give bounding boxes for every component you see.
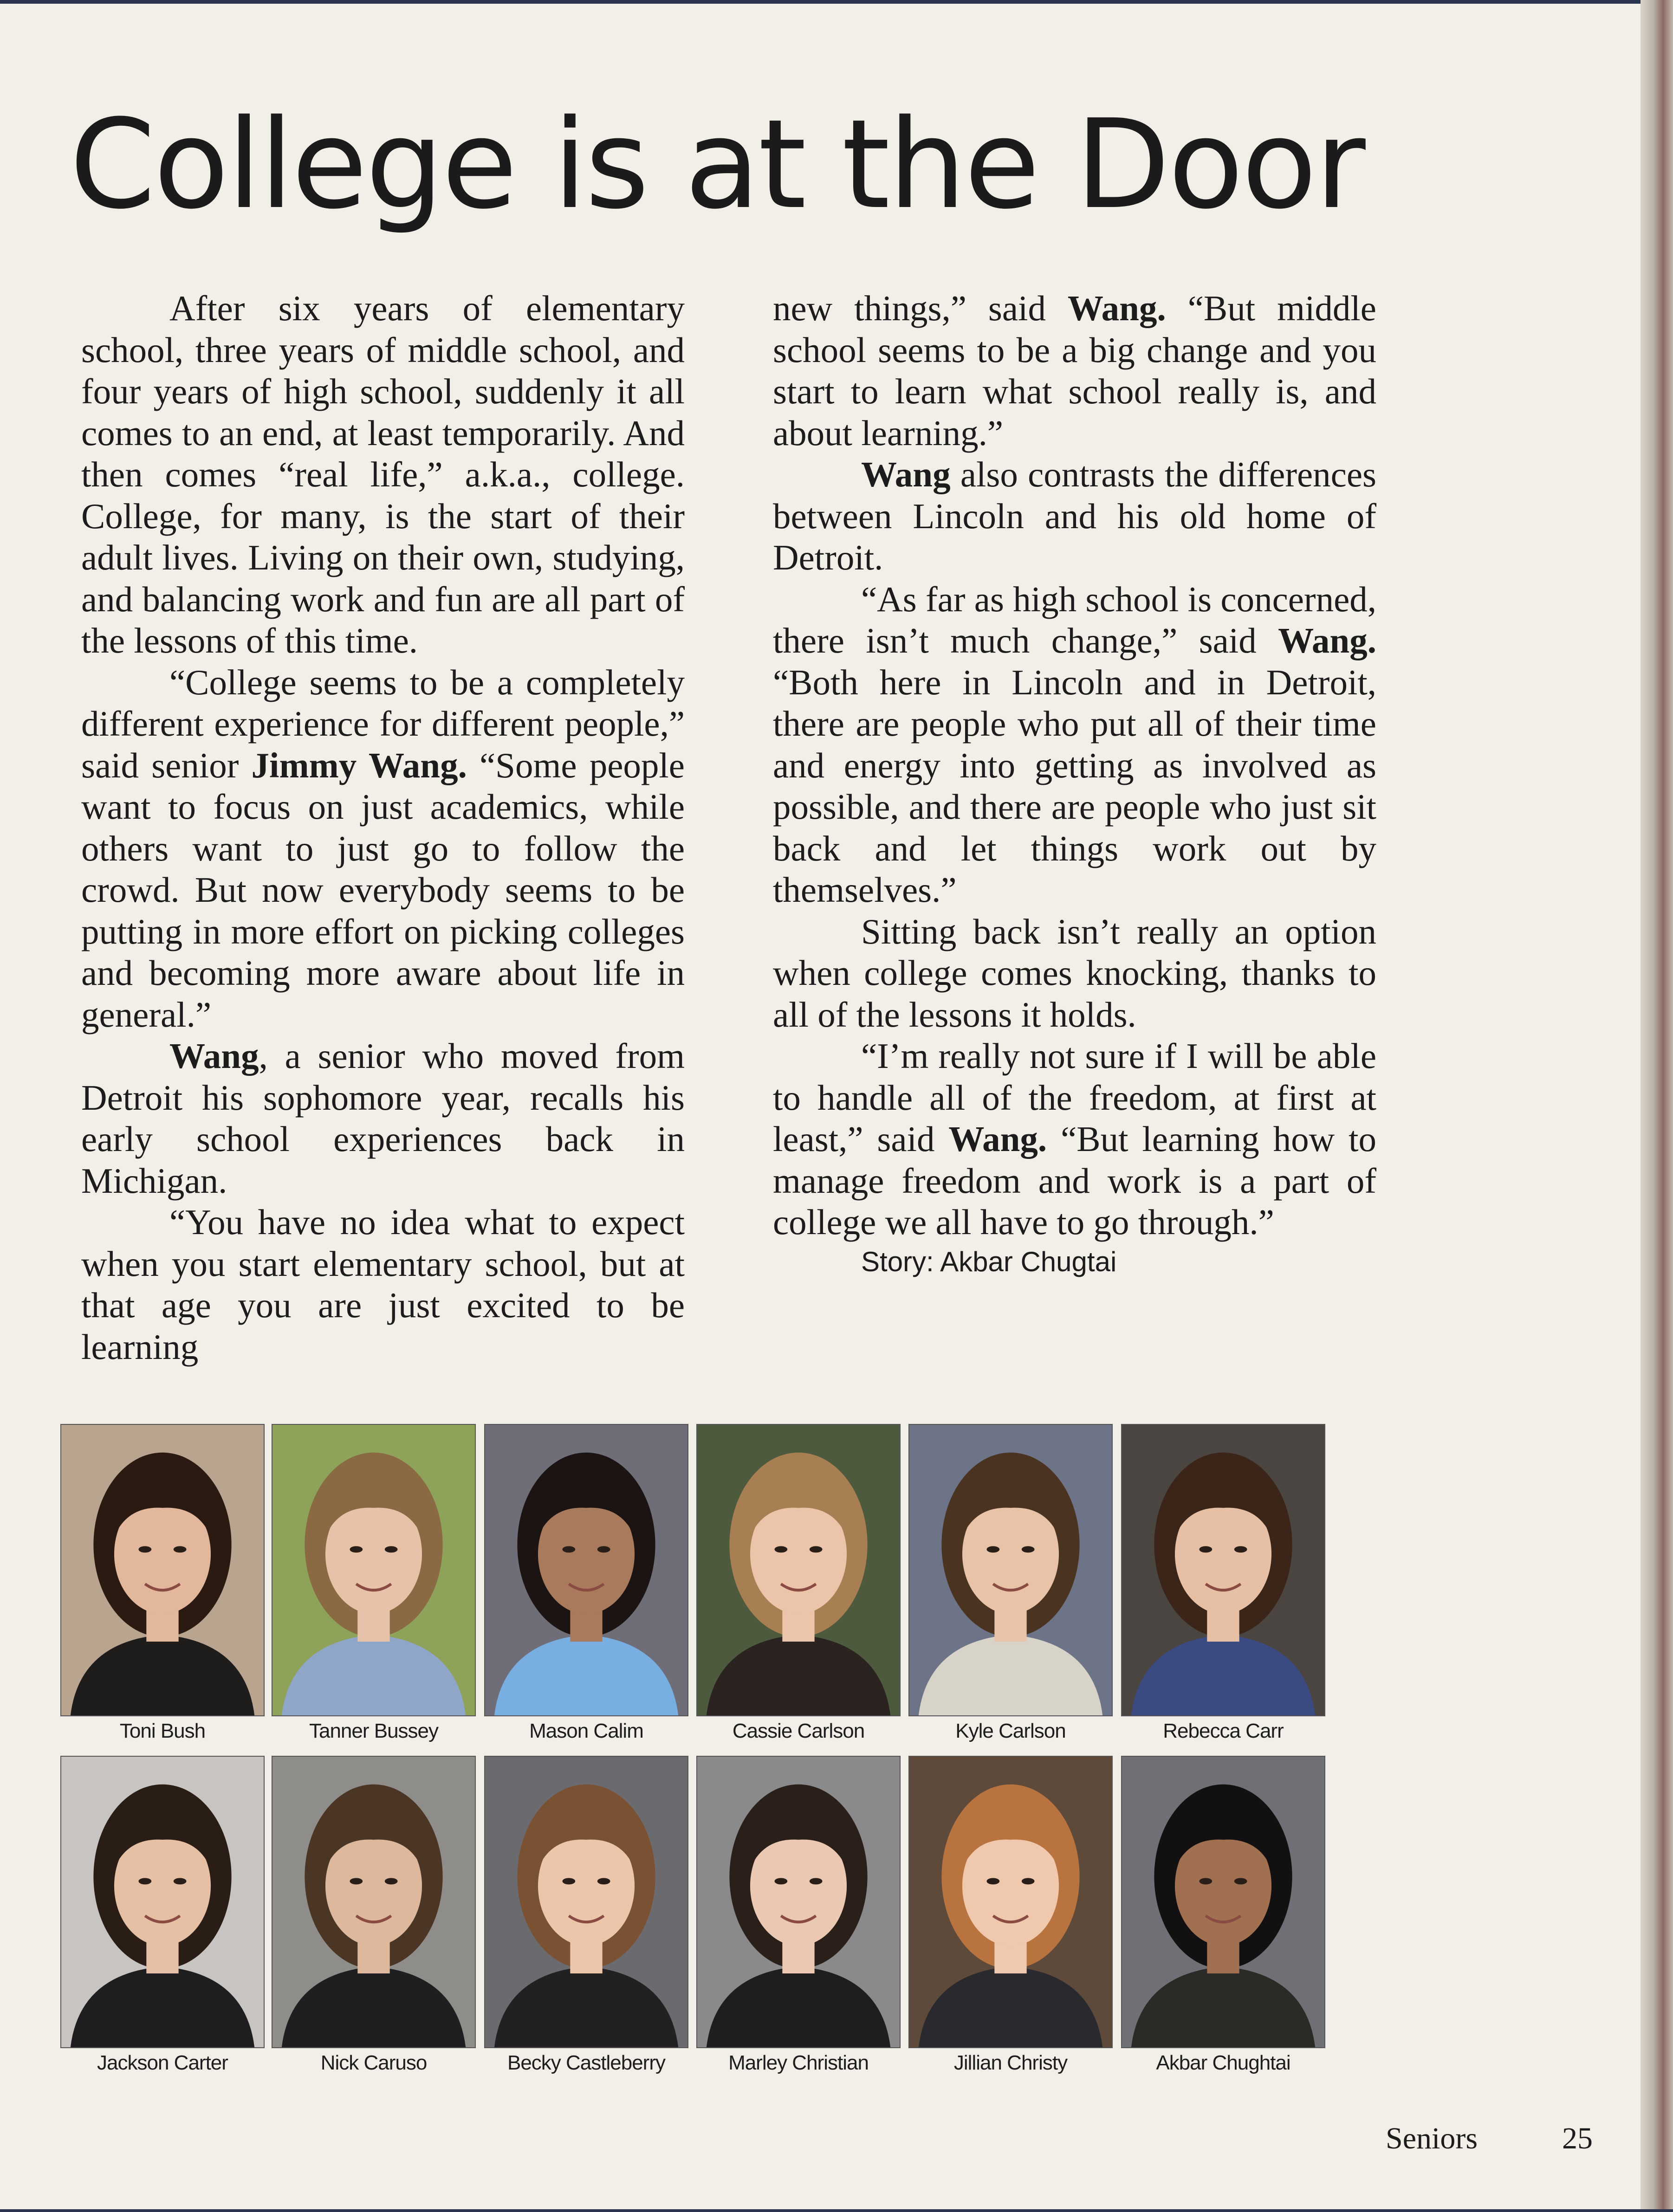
- portrait-name: Becky Castleberry: [507, 2051, 665, 2074]
- portrait-name: Cassie Carlson: [732, 1720, 865, 1742]
- story-byline: Story: Akbar Chugtai: [861, 1246, 1117, 1277]
- portrait-photo: [272, 1424, 476, 1716]
- portrait-name: Mason Calim: [529, 1720, 643, 1742]
- speaker-name: Jimmy Wang.: [251, 745, 467, 785]
- paragraph-text: “You have no idea what to expect when you start elementary school, but at that age you are just excited to be learning: [81, 1202, 685, 1367]
- article-paragraph: [773, 579, 1376, 911]
- portrait-photo: [908, 1756, 1113, 2048]
- paragraph-text: new things,” said: [773, 288, 1068, 328]
- portrait-photo: [908, 1424, 1113, 1716]
- paragraph-text: “I’m really not sure if I will be able to handle all of the freedom, at first at least,” said: [773, 1036, 1376, 1159]
- portrait-card: [60, 1424, 265, 1745]
- portrait-name: Toni Bush: [119, 1720, 206, 1742]
- speaker-name: Wang: [169, 1036, 259, 1076]
- portrait-photo: [696, 1756, 901, 2048]
- portrait-card: [908, 1424, 1113, 1745]
- portrait-card: [1121, 1424, 1325, 1745]
- paragraph-text: also contrasts the differences between Lincoln and his old home of Detroit.: [773, 454, 1376, 577]
- portrait-card: [60, 1756, 265, 2077]
- portrait-name: Akbar Chughtai: [1156, 2051, 1290, 2074]
- article-paragraph: [773, 911, 1376, 1036]
- portrait-card: [696, 1756, 901, 2077]
- paragraph-text: “College seems to be a completely different experience for different people,” said senior: [81, 662, 685, 785]
- portrait-photo: [1121, 1756, 1325, 2048]
- portrait-name: Kyle Carlson: [955, 1720, 1066, 1742]
- article-paragraph: [81, 1202, 685, 1368]
- article-paragraph: [81, 662, 685, 1036]
- paragraph-text: “But middle school seems to be a big change and you start to learn what school really is, and about learning.”: [773, 288, 1376, 453]
- section-label: Seniors: [1386, 2121, 1478, 2155]
- article-paragraph: [773, 454, 1376, 579]
- portrait-photo: [60, 1424, 265, 1716]
- portrait-name: Jillian Christy: [953, 2051, 1068, 2074]
- article-paragraph: [81, 288, 685, 662]
- article-column-right: [773, 288, 1376, 1281]
- paragraph-text: “Some people want to focus on just academics, while others want to just go to follow the crowd. But now everybody seems to be putting in more effort on picking colleges and becoming more aware about life in general.”: [81, 745, 685, 1035]
- page-edge-binding: [1641, 0, 1673, 2212]
- speaker-name: Wang: [861, 454, 951, 494]
- portrait-photo: [484, 1424, 688, 1716]
- portrait-photo: [696, 1424, 901, 1716]
- article-paragraph: [773, 1035, 1376, 1243]
- portrait-card: [272, 1424, 476, 1745]
- article-column-left: [81, 288, 685, 1368]
- portrait-name: Marley Christian: [728, 2051, 869, 2074]
- portrait-photo: [272, 1756, 476, 2048]
- bottom-edge-bar: [0, 2209, 1673, 2212]
- paragraph-text: “Both here in Lincoln and in Detroit, there are people who put all of their time and energy into getting as involved as possible, and there are people who just sit back and let things work out by themselves.”: [773, 662, 1376, 910]
- portrait-name: Rebecca Carr: [1163, 1720, 1284, 1742]
- portrait-name: Tanner Bussey: [309, 1720, 439, 1742]
- portrait-card: [272, 1756, 476, 2077]
- portrait-photo: [484, 1756, 688, 2048]
- article-title: College is at the Door: [70, 93, 1364, 236]
- portrait-photo: [60, 1756, 265, 2048]
- speaker-name: Wang.: [948, 1119, 1047, 1159]
- portrait-card: [484, 1424, 688, 1745]
- portrait-card: [908, 1756, 1113, 2077]
- paragraph-text: “As far as high school is concerned, there isn’t much change,” said: [773, 579, 1376, 660]
- page-number: 25: [1562, 2121, 1593, 2155]
- portrait-card: [696, 1424, 901, 1745]
- portrait-name: Nick Caruso: [320, 2051, 427, 2074]
- article-paragraph: [81, 1035, 685, 1202]
- portrait-card: [1121, 1756, 1325, 2077]
- speaker-name: Wang.: [1278, 621, 1376, 660]
- senior-portrait-grid: [60, 1424, 1335, 2083]
- article-paragraph: [773, 288, 1376, 454]
- portrait-name: Jackson Carter: [97, 2051, 228, 2074]
- portrait-photo: [1121, 1424, 1325, 1716]
- top-edge-bar: [0, 0, 1673, 4]
- paragraph-text: After six years of elementary school, three years of middle school, and four years of high school, suddenly it all comes to an end, at least temporarily. And then comes “real life,” a.k.a., college. College, for many, is the start of their adult lives. Living on their own, studying, and balancing work and fun are all part of the lessons of this time.: [81, 288, 685, 660]
- speaker-name: Wang.: [1067, 288, 1166, 328]
- paragraph-text: “But learning how to manage freedom and work is a part of college we all have to go through.”: [773, 1119, 1376, 1242]
- portrait-card: [484, 1756, 688, 2077]
- paragraph-text: Sitting back isn’t really an option when college comes knocking, thanks to all of the lessons it holds.: [773, 911, 1376, 1035]
- paragraph-text: , a senior who moved from Detroit his sophomore year, recalls his early school experiences back in Michigan.: [81, 1036, 685, 1201]
